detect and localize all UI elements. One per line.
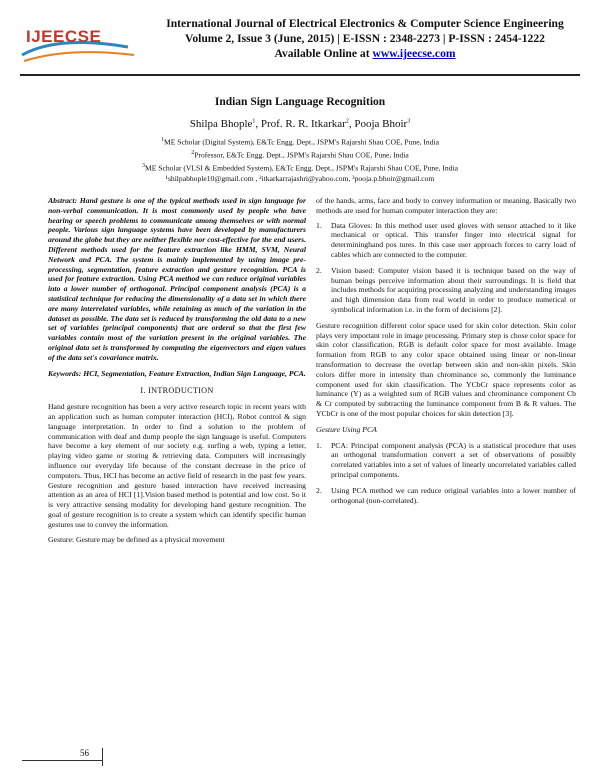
pca-list [316, 441, 576, 506]
journal-header [0, 0, 600, 80]
affiliation-line: $^2$Professor, E&Tc Engg. Dept., JSPM's Rajarshi Shau COE, Pune, India [191, 149, 409, 160]
author-name: Pooja Bhoir [354, 118, 408, 130]
paper-title: Indian Sign Language Recognition [214, 96, 386, 108]
journal-availability: Available Online at www.ijeecse.com [274, 47, 456, 60]
left-column [48, 196, 306, 549]
author-emails: ¹shilpabhople10@gmail.com , ²itkarkarrajashri@yahoo.com, ³pooja.p.bhoir@gmail.com [165, 173, 435, 183]
right-column [316, 196, 576, 511]
abstract: Abstract: Hand gesture is one of the typical methods used in sign language for non-verbal communication. It is most commonly used by people who have hearing or speech problems to communicate among themselves or with normal people. Various sign language systems have been developed by manufacturers around the globe but they are neither flexible nor cost-effective for the end users. Different methods used for the feature extraction like HMM, SVM, Neural Network and PCA. The system is mainly implemented by using image pre-processing, segmentation, feature extraction and gesture recognition. PCA is used for feature extraction. Using PCA method we can reduce original variables into a lower number of orthogonal. Principal component analysis (PCA) is a statistical technique for reducing the dimensionality of a data set in which there are many interrelated variables, while retaining as much of the variation in the dataset as possible. The data set is reduced by transforming the old data to a new set of variables (principal components) that are orderal so that the first few variables contain most of the variation present in the original variables. The original data set is transformed by computing the eigenvectors and eigen values of the data set's covariance matrix. [48, 196, 306, 362]
introduction-paragraph: Hand gesture recognition has been a very active research topic in recent years with an application such as human computer interaction (HCI), Robot control & sign language interpretation. In order to find a solution to the problem of communication with deaf and dump people the sign language is useful. Computers have become a key element of our society e.g. surfing a web, typing a letter, playing video game or storing & retrieving data. Computers will increasingly influence our everyday life because of the constant decrease in the price of computers. Thus, HCI has become an active field of research in the past few years. Gesture recognition and gesture based interaction have received increasing attention as an area of HCI [1].Vision based method is potential and low cost. So it is very attractive sensing modality for developing hand gesture recognition. The goal of gesture recognition is to create a system which can identify specific human gestures use to convey the information. [48, 402, 306, 529]
journal-logo [18, 25, 138, 67]
affiliation-line: $^1$ME Scholar (Digital System), E&Tc Engg. Dept., JSPM's Rajarshi Shau COE, Pune, India [160, 137, 440, 147]
logo-text: IJEECSE [26, 27, 102, 46]
subsection-heading: Gesture Using PCA [316, 424, 377, 434]
journal-title [140, 16, 590, 61]
section-heading-introduction: I. INTRODUCTION [140, 386, 214, 396]
affiliations [0, 135, 600, 184]
header-divider [20, 74, 580, 76]
author-name: Prof. R. R. Itkarkar [260, 118, 346, 130]
journal-name: International Journal of Electrical Electronics & Computer Science Engineering [166, 17, 564, 30]
keywords: Keywords: HCI, Segmentation, Feature Extraction, Indian Sign Language, PCA. [48, 368, 306, 378]
list-item: 2. Vision based: Computer vision based it is technique based on the way of human beings perceive information about their surroundings. It is field that includes methods for acquiring processing analyzing and understanding images and high dimension data from real world in order to produce numerical or symbolical information i.e. in the form of decisions [2]. [316, 265, 576, 314]
page-number: 56 [80, 748, 89, 758]
author-name: Shilpa Bhople [189, 118, 253, 130]
skin-color-paragraph: Gesture recognition different color space used for skin color detection. Skin color plays very important role in image processing. Primary step is chose color space for skin color classification. RGB is default color space for most available. Image formation from RGB to any color space obtained using linear or non-linear transformation to decrease the overlap between skin and non-skin pixels. Skin colors differ more in intensity than chrominance so, commonly the luminance component used for skin classification. The YCbCr space represents color as luminance (Y) as a weighted sum of RGB values and chrominance component Cb & Cr computed by subtracting the luminance component from B & R values. The YCbCr is one of the most popular choices for skin detection [3]. [316, 320, 576, 418]
hci-methods-list [316, 221, 576, 315]
continued-paragraph: of the hands, arms, face and body to convey information or meaning. Basically two methods are used for human computer interaction they are: [316, 196, 576, 215]
list-item: 1. PCA: Principal component analysis (PCA) is a statistical procedure that uses an orthogonal transformation convert a set of observations of possibly correlated variables into a set of values of linearly uncorrelated variables called principal components. [316, 440, 576, 479]
affiliation-line: $^3$ME Scholar (VLSI & Embedded System), E&Tc Engg. Dept., JSPM's Rajarshi Shau COE, Pune, India [142, 162, 458, 173]
footer-divider [102, 748, 103, 766]
footer-rule [22, 760, 102, 761]
list-item: 1. Data Gloves: In this method user used gloves with sensor attached to it like mechanical or optical. This transfer finger into electrical signal for determininghand pos tures. In this case user approach forces to carry load of cables which are connected to the computer. [316, 220, 576, 259]
author-list: Shilpa Bhople$^1$, Prof. R. R. Itkarkar$^2$, Pooja Bhoir$^3$ [189, 118, 411, 130]
list-item: 2. Using PCA method we can reduce original variables into a lower number of orthogonal (non-correlated). [316, 485, 576, 505]
journal-issue: Volume 2, Issue 3 (June, 2015) | E-ISSN : 2348-2273 | P-ISSN : 2454-1222 [185, 32, 545, 45]
gesture-paragraph: Gesture: Gesture may be defined as a physical movement [48, 534, 225, 544]
journal-url-link[interactable]: www.ijeecse.com [372, 47, 456, 60]
